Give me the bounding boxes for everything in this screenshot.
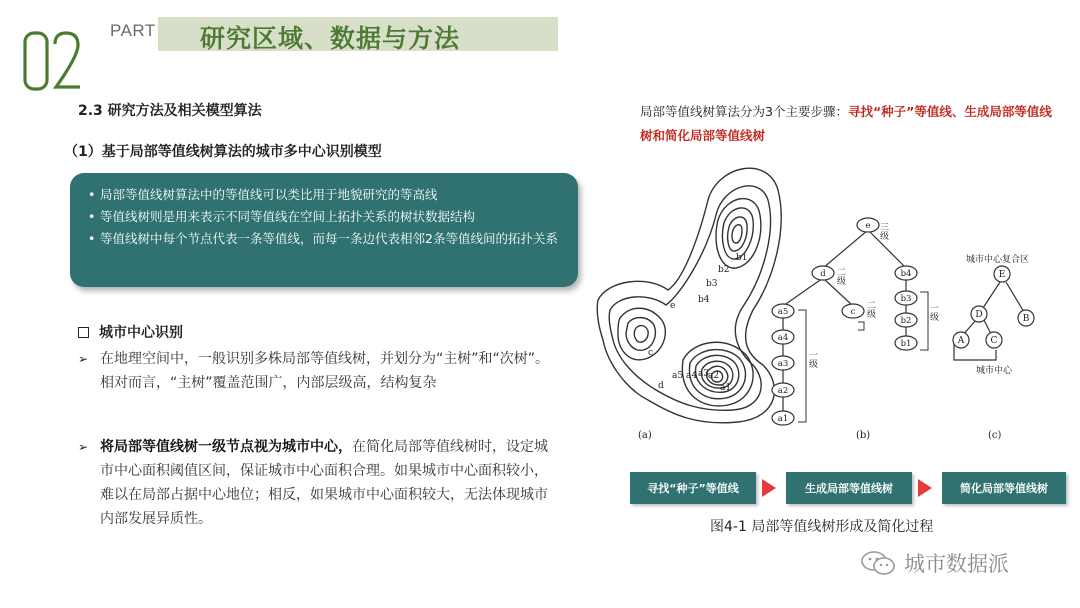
tree-node-b1: b1 [900, 339, 912, 349]
arrow-right-icon [762, 479, 776, 497]
contour-tree [783, 230, 906, 418]
simplified-node-a: A [957, 336, 965, 346]
watermark [860, 548, 1009, 578]
bullet-dot: • [88, 231, 96, 246]
step-seed: 寻找“种子”等值线 [630, 472, 756, 504]
bullet-text: 等值线树中每个节点代表一条等值线，而每一条边代表相邻2条等值线间的拓扑关系 [100, 231, 558, 246]
contour-label-b3: b3 [706, 279, 718, 289]
intro-normal: 局部等值线树算法分为3个主要步骤： [640, 104, 848, 119]
tree-node-b4: b4 [900, 269, 912, 279]
part-number-02 [22, 30, 82, 92]
contour-tree-nodes [772, 218, 917, 425]
contour-label-a5: a5 [672, 371, 684, 381]
simplified-bottom-label: 城市中心 [976, 366, 1013, 376]
watermark-text: 城市数据派 [904, 552, 1009, 576]
intro-text [640, 100, 1060, 148]
tree-node-a4: a4 [777, 333, 789, 343]
simplified-top-label: 城市中心复合区 [966, 255, 1030, 265]
bullet-dot: • [88, 187, 96, 202]
level-label-2b: 二级 [865, 300, 875, 318]
paragraph-bold: 将局部等值线树一级节点视为城市中心， [100, 439, 352, 455]
tree-node-d: d [820, 269, 826, 279]
arrow-right-icon [918, 479, 932, 497]
part-number-text: 02 [52, 69, 55, 71]
tree-node-b3: b3 [900, 294, 912, 304]
highlight-box [70, 173, 578, 287]
bullet-text: 等值线树则是用来表示不同等值线在空间上拓扑关系的树状数据结构 [100, 209, 476, 224]
contour-tree-figure [588, 160, 1068, 450]
intro-highlight: 寻找“种子”等值线、生成局部等值线树和简化局部等值线树 [640, 104, 1052, 143]
simplified-tree-edges [954, 282, 1024, 360]
paragraph-text [100, 435, 554, 531]
paragraph-trees [78, 347, 568, 395]
contour-tree-node-labels [778, 221, 912, 424]
tree-node-c: c [850, 307, 856, 317]
highlight-bullet [88, 184, 562, 206]
panel-label-c: (c) [988, 430, 1002, 441]
wechat-icon [860, 550, 896, 576]
highlight-bullet [88, 206, 562, 228]
contour-label-d: d [658, 381, 664, 391]
outer-contour [597, 168, 781, 423]
level-label-1a: 一级 [807, 350, 817, 368]
contour-label-b2: b2 [718, 265, 730, 275]
identification-heading [78, 322, 183, 342]
contour-label-b1: b1 [736, 253, 748, 263]
step-simplify: 简化局部等值线树 [942, 472, 1066, 504]
arrow-bullet-icon: ➢ [78, 440, 89, 454]
level-labels [807, 222, 939, 369]
section-heading: 2.3 研究方法及相关模型算法 [78, 103, 262, 119]
level-label-1b: 一级 [928, 303, 938, 321]
identification-heading-text: 城市中心识别 [99, 325, 183, 341]
simplified-node-b: B [1022, 314, 1030, 324]
step-generate: 生成局部等值线树 [786, 472, 912, 504]
simplified-node-d: D [975, 310, 983, 320]
tree-node-e: e [865, 221, 871, 231]
level-label-2a: 二级 [835, 267, 845, 285]
bullet-text: 局部等值线树算法中的等值线可以类比用于地貌研究的等高线 [100, 187, 438, 202]
sub-heading: （1）基于局部等值线树算法的城市多中心识别模型 [64, 144, 382, 160]
panel-label-a: (a) [638, 430, 652, 441]
tree-node-a2: a2 [777, 386, 789, 396]
level-label-3: 三级 [878, 222, 888, 240]
contour-label-a1: a1 [720, 383, 732, 393]
figure-caption: 图4-1 局部等值线树形成及简化过程 [710, 519, 934, 535]
highlight-bullet [88, 228, 562, 250]
paragraph-rest: 在简化局部等值线树时，设定城市中心面积阈值区间，保证城市中心面积合理。如果城市中心面积较小，难以在局部占据中心地位；相反，如果城市中心面积较大，无法体现城市内部发展异质性。 [100, 439, 548, 527]
arrow-bullet-icon: ➢ [78, 352, 89, 366]
page-title: 研究区域、数据与方法 [200, 24, 461, 53]
tree-node-b2: b2 [900, 316, 912, 326]
tree-node-a3: a3 [777, 359, 789, 369]
tree-node-a1: a1 [777, 414, 789, 424]
contour-label-a2: a2 [708, 371, 720, 381]
panel-label-b: (b) [856, 430, 871, 441]
simplified-node-c: C [990, 336, 998, 346]
checkbox-icon [78, 327, 89, 338]
contour-label-b4: b4 [698, 295, 710, 305]
contour-label-c: c [648, 348, 654, 358]
contour-label-e: e [670, 301, 676, 311]
tree-node-a5: a5 [777, 307, 789, 317]
bullet-dot: • [88, 209, 96, 224]
paragraph-text: 在地理空间中，一般识别多株局部等值线树，并划分为“主树”和“次树”。相对而言，“主树”覆盖范围广，内部层级高，结构复杂 [100, 351, 550, 391]
contour-map [597, 168, 781, 423]
part-label: PART [110, 21, 156, 40]
paragraph-center [78, 435, 568, 531]
simplified-node-e: E [998, 270, 1006, 280]
contour-label-a3: a3 [698, 369, 710, 379]
contour-label-a4: a4 [686, 371, 698, 381]
